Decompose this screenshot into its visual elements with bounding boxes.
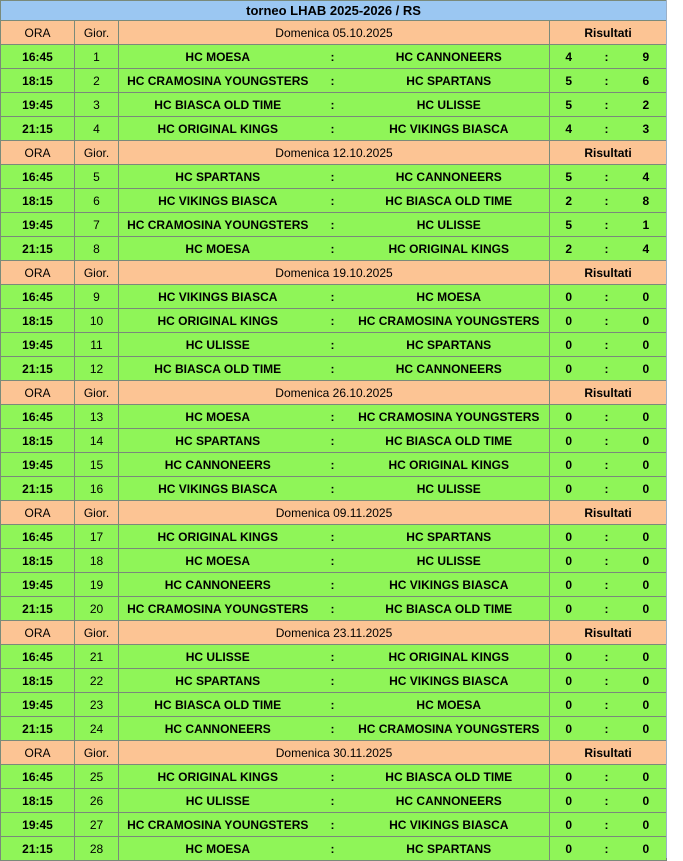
vs-separator: : <box>317 573 349 597</box>
away-score: 0 <box>626 837 667 861</box>
time-header: ORA <box>1 741 75 765</box>
home-score: 0 <box>550 597 588 621</box>
game-time: 21:15 <box>1 597 75 621</box>
time-header: ORA <box>1 501 75 525</box>
score-separator: : <box>588 597 626 621</box>
vs-separator: : <box>317 117 349 141</box>
away-score: 0 <box>626 405 667 429</box>
home-score: 0 <box>550 789 588 813</box>
home-score: 0 <box>550 549 588 573</box>
game-round: 15 <box>75 453 119 477</box>
away-score: 6 <box>626 69 667 93</box>
score-separator: : <box>588 669 626 693</box>
game-round: 28 <box>75 837 119 861</box>
game-time: 18:15 <box>1 789 75 813</box>
day-header-row <box>1 741 667 765</box>
vs-separator: : <box>317 165 349 189</box>
game-time: 16:45 <box>1 405 75 429</box>
vs-separator: : <box>317 69 349 93</box>
round-header: Gior. <box>75 21 119 45</box>
game-time: 19:45 <box>1 333 75 357</box>
game-round: 8 <box>75 237 119 261</box>
away-team: HC MOESA <box>349 285 550 309</box>
away-team: HC CANNONEERS <box>349 789 550 813</box>
home-score: 0 <box>550 525 588 549</box>
home-score: 0 <box>550 429 588 453</box>
away-score: 4 <box>626 165 667 189</box>
game-row <box>1 405 667 429</box>
home-team: HC VIKINGS BIASCA <box>119 285 317 309</box>
home-team: HC MOESA <box>119 237 317 261</box>
away-team: HC CANNONEERS <box>349 357 550 381</box>
score-separator: : <box>588 69 626 93</box>
game-round: 24 <box>75 717 119 741</box>
game-time: 18:15 <box>1 309 75 333</box>
vs-separator: : <box>317 189 349 213</box>
home-score: 0 <box>550 765 588 789</box>
home-score: 0 <box>550 405 588 429</box>
away-score: 0 <box>626 525 667 549</box>
home-score: 5 <box>550 69 588 93</box>
game-time: 19:45 <box>1 573 75 597</box>
score-separator: : <box>588 237 626 261</box>
home-team: HC MOESA <box>119 549 317 573</box>
home-score: 2 <box>550 189 588 213</box>
game-time: 19:45 <box>1 213 75 237</box>
game-round: 25 <box>75 765 119 789</box>
home-team: HC ORIGINAL KINGS <box>119 117 317 141</box>
game-time: 18:15 <box>1 189 75 213</box>
away-score: 0 <box>626 573 667 597</box>
score-separator: : <box>588 693 626 717</box>
home-score: 0 <box>550 837 588 861</box>
vs-separator: : <box>317 597 349 621</box>
home-score: 5 <box>550 213 588 237</box>
game-time: 18:15 <box>1 69 75 93</box>
away-score: 0 <box>626 813 667 837</box>
home-team: HC CANNONEERS <box>119 717 317 741</box>
game-row <box>1 597 667 621</box>
game-row <box>1 69 667 93</box>
game-row <box>1 93 667 117</box>
home-score: 5 <box>550 165 588 189</box>
day-header-row <box>1 621 667 645</box>
game-row <box>1 789 667 813</box>
away-team: HC SPARTANS <box>349 837 550 861</box>
home-team: HC CRAMOSINA YOUNGSTERS <box>119 813 317 837</box>
home-team: HC VIKINGS BIASCA <box>119 189 317 213</box>
home-team: HC ULISSE <box>119 789 317 813</box>
game-row <box>1 645 667 669</box>
score-separator: : <box>588 573 626 597</box>
day-date: Domenica 05.10.2025 <box>119 21 550 45</box>
score-separator: : <box>588 813 626 837</box>
away-team: HC MOESA <box>349 693 550 717</box>
game-time: 21:15 <box>1 837 75 861</box>
game-row <box>1 477 667 501</box>
home-team: HC ORIGINAL KINGS <box>119 309 317 333</box>
away-team: HC CRAMOSINA YOUNGSTERS <box>349 717 550 741</box>
game-time: 19:45 <box>1 453 75 477</box>
game-row <box>1 765 667 789</box>
vs-separator: : <box>317 453 349 477</box>
game-time: 16:45 <box>1 645 75 669</box>
vs-separator: : <box>317 813 349 837</box>
game-row <box>1 357 667 381</box>
round-header: Gior. <box>75 261 119 285</box>
game-round: 5 <box>75 165 119 189</box>
game-time: 21:15 <box>1 117 75 141</box>
away-team: HC CRAMOSINA YOUNGSTERS <box>349 405 550 429</box>
results-header: Risultati <box>550 501 667 525</box>
game-row <box>1 213 667 237</box>
away-team: HC BIASCA OLD TIME <box>349 429 550 453</box>
away-score: 0 <box>626 333 667 357</box>
home-score: 0 <box>550 813 588 837</box>
vs-separator: : <box>317 429 349 453</box>
away-team: HC CANNONEERS <box>349 165 550 189</box>
schedule-body <box>1 1 667 861</box>
time-header: ORA <box>1 381 75 405</box>
home-score: 5 <box>550 93 588 117</box>
home-team: HC ULISSE <box>119 333 317 357</box>
game-round: 1 <box>75 45 119 69</box>
home-score: 0 <box>550 477 588 501</box>
game-time: 18:15 <box>1 429 75 453</box>
day-date: Domenica 30.11.2025 <box>119 741 550 765</box>
away-score: 0 <box>626 429 667 453</box>
results-header: Risultati <box>550 261 667 285</box>
home-team: HC BIASCA OLD TIME <box>119 357 317 381</box>
game-time: 16:45 <box>1 285 75 309</box>
home-team: HC BIASCA OLD TIME <box>119 693 317 717</box>
game-time: 21:15 <box>1 357 75 381</box>
score-separator: : <box>588 525 626 549</box>
vs-separator: : <box>317 333 349 357</box>
game-time: 19:45 <box>1 693 75 717</box>
home-team: HC ULISSE <box>119 645 317 669</box>
day-date: Domenica 12.10.2025 <box>119 141 550 165</box>
game-round: 6 <box>75 189 119 213</box>
score-separator: : <box>588 285 626 309</box>
away-team: HC ORIGINAL KINGS <box>349 237 550 261</box>
away-team: HC ULISSE <box>349 549 550 573</box>
home-score: 0 <box>550 573 588 597</box>
game-row <box>1 117 667 141</box>
score-separator: : <box>588 837 626 861</box>
away-score: 0 <box>626 669 667 693</box>
day-date: Domenica 23.11.2025 <box>119 621 550 645</box>
game-round: 27 <box>75 813 119 837</box>
away-score: 0 <box>626 693 667 717</box>
vs-separator: : <box>317 405 349 429</box>
home-team: HC SPARTANS <box>119 669 317 693</box>
game-row <box>1 453 667 477</box>
away-team: HC BIASCA OLD TIME <box>349 189 550 213</box>
home-team: HC ORIGINAL KINGS <box>119 525 317 549</box>
game-row <box>1 189 667 213</box>
away-team: HC BIASCA OLD TIME <box>349 765 550 789</box>
home-score: 0 <box>550 669 588 693</box>
score-separator: : <box>588 189 626 213</box>
day-header-row <box>1 501 667 525</box>
day-date: Domenica 26.10.2025 <box>119 381 550 405</box>
home-team: HC MOESA <box>119 45 317 69</box>
game-round: 20 <box>75 597 119 621</box>
game-round: 10 <box>75 309 119 333</box>
home-score: 0 <box>550 453 588 477</box>
away-team: HC VIKINGS BIASCA <box>349 669 550 693</box>
time-header: ORA <box>1 261 75 285</box>
home-team: HC MOESA <box>119 405 317 429</box>
away-score: 0 <box>626 789 667 813</box>
score-separator: : <box>588 453 626 477</box>
score-separator: : <box>588 405 626 429</box>
round-header: Gior. <box>75 621 119 645</box>
vs-separator: : <box>317 237 349 261</box>
home-team: HC SPARTANS <box>119 429 317 453</box>
game-time: 21:15 <box>1 717 75 741</box>
game-row <box>1 285 667 309</box>
score-separator: : <box>588 765 626 789</box>
away-score: 0 <box>626 645 667 669</box>
game-time: 18:15 <box>1 549 75 573</box>
game-round: 14 <box>75 429 119 453</box>
game-time: 19:45 <box>1 813 75 837</box>
game-row <box>1 237 667 261</box>
away-team: HC BIASCA OLD TIME <box>349 597 550 621</box>
time-header: ORA <box>1 21 75 45</box>
game-row <box>1 333 667 357</box>
vs-separator: : <box>317 837 349 861</box>
away-score: 0 <box>626 765 667 789</box>
round-header: Gior. <box>75 141 119 165</box>
game-row <box>1 693 667 717</box>
score-separator: : <box>588 309 626 333</box>
game-time: 16:45 <box>1 765 75 789</box>
vs-separator: : <box>317 213 349 237</box>
score-separator: : <box>588 549 626 573</box>
away-score: 0 <box>626 285 667 309</box>
home-team: HC CANNONEERS <box>119 453 317 477</box>
game-time: 21:15 <box>1 237 75 261</box>
away-score: 8 <box>626 189 667 213</box>
score-separator: : <box>588 357 626 381</box>
away-score: 0 <box>626 549 667 573</box>
score-separator: : <box>588 789 626 813</box>
away-score: 9 <box>626 45 667 69</box>
game-row <box>1 45 667 69</box>
away-team: HC SPARTANS <box>349 333 550 357</box>
game-row <box>1 813 667 837</box>
home-score: 0 <box>550 693 588 717</box>
score-separator: : <box>588 213 626 237</box>
away-team: HC SPARTANS <box>349 525 550 549</box>
home-score: 4 <box>550 45 588 69</box>
game-round: 22 <box>75 669 119 693</box>
results-header: Risultati <box>550 141 667 165</box>
away-team: HC ULISSE <box>349 93 550 117</box>
home-team: HC MOESA <box>119 837 317 861</box>
day-header-row <box>1 261 667 285</box>
vs-separator: : <box>317 549 349 573</box>
game-time: 16:45 <box>1 45 75 69</box>
away-team: HC ULISSE <box>349 477 550 501</box>
away-score: 1 <box>626 213 667 237</box>
away-score: 2 <box>626 93 667 117</box>
title-row <box>1 1 667 21</box>
results-header: Risultati <box>550 741 667 765</box>
away-team: HC CRAMOSINA YOUNGSTERS <box>349 309 550 333</box>
results-header: Risultati <box>550 621 667 645</box>
game-round: 21 <box>75 645 119 669</box>
away-score: 0 <box>626 717 667 741</box>
game-row <box>1 717 667 741</box>
game-time: 16:45 <box>1 165 75 189</box>
vs-separator: : <box>317 645 349 669</box>
results-header: Risultati <box>550 21 667 45</box>
home-score: 0 <box>550 717 588 741</box>
away-score: 0 <box>626 477 667 501</box>
game-round: 4 <box>75 117 119 141</box>
home-team: HC BIASCA OLD TIME <box>119 93 317 117</box>
vs-separator: : <box>317 309 349 333</box>
game-round: 9 <box>75 285 119 309</box>
results-header: Risultati <box>550 381 667 405</box>
game-round: 3 <box>75 93 119 117</box>
vs-separator: : <box>317 93 349 117</box>
time-header: ORA <box>1 141 75 165</box>
away-score: 0 <box>626 309 667 333</box>
game-time: 18:15 <box>1 669 75 693</box>
vs-separator: : <box>317 717 349 741</box>
game-time: 16:45 <box>1 525 75 549</box>
away-score: 0 <box>626 357 667 381</box>
sheet-title: torneo LHAB 2025-2026 / RS <box>1 1 667 21</box>
game-row <box>1 429 667 453</box>
game-round: 19 <box>75 573 119 597</box>
home-team: HC ORIGINAL KINGS <box>119 765 317 789</box>
game-round: 7 <box>75 213 119 237</box>
away-score: 0 <box>626 453 667 477</box>
game-row <box>1 525 667 549</box>
game-round: 26 <box>75 789 119 813</box>
home-score: 0 <box>550 333 588 357</box>
away-score: 0 <box>626 597 667 621</box>
score-separator: : <box>588 429 626 453</box>
away-team: HC VIKINGS BIASCA <box>349 117 550 141</box>
home-score: 0 <box>550 309 588 333</box>
vs-separator: : <box>317 525 349 549</box>
vs-separator: : <box>317 789 349 813</box>
game-round: 23 <box>75 693 119 717</box>
vs-separator: : <box>317 669 349 693</box>
sheet-right-edge <box>666 0 683 858</box>
home-score: 4 <box>550 117 588 141</box>
away-team: HC VIKINGS BIASCA <box>349 813 550 837</box>
home-team: HC CRAMOSINA YOUNGSTERS <box>119 69 317 93</box>
vs-separator: : <box>317 285 349 309</box>
home-team: HC CANNONEERS <box>119 573 317 597</box>
vs-separator: : <box>317 693 349 717</box>
score-separator: : <box>588 645 626 669</box>
day-header-row <box>1 141 667 165</box>
game-round: 18 <box>75 549 119 573</box>
round-header: Gior. <box>75 381 119 405</box>
game-row <box>1 573 667 597</box>
game-row <box>1 309 667 333</box>
score-separator: : <box>588 117 626 141</box>
score-separator: : <box>588 477 626 501</box>
vs-separator: : <box>317 765 349 789</box>
score-separator: : <box>588 333 626 357</box>
game-row <box>1 669 667 693</box>
game-row <box>1 837 667 861</box>
home-team: HC SPARTANS <box>119 165 317 189</box>
score-separator: : <box>588 165 626 189</box>
away-team: HC ULISSE <box>349 213 550 237</box>
game-row <box>1 549 667 573</box>
home-score: 0 <box>550 645 588 669</box>
home-score: 2 <box>550 237 588 261</box>
away-team: HC VIKINGS BIASCA <box>349 573 550 597</box>
vs-separator: : <box>317 45 349 69</box>
score-separator: : <box>588 717 626 741</box>
round-header: Gior. <box>75 501 119 525</box>
game-row <box>1 165 667 189</box>
home-team: HC CRAMOSINA YOUNGSTERS <box>119 213 317 237</box>
away-score: 4 <box>626 237 667 261</box>
time-header: ORA <box>1 621 75 645</box>
day-date: Domenica 19.10.2025 <box>119 261 550 285</box>
away-score: 3 <box>626 117 667 141</box>
away-team: HC CANNONEERS <box>349 45 550 69</box>
vs-separator: : <box>317 357 349 381</box>
score-separator: : <box>588 93 626 117</box>
game-time: 21:15 <box>1 477 75 501</box>
away-team: HC ORIGINAL KINGS <box>349 453 550 477</box>
home-team: HC CRAMOSINA YOUNGSTERS <box>119 597 317 621</box>
game-round: 11 <box>75 333 119 357</box>
score-separator: : <box>588 45 626 69</box>
away-team: HC SPARTANS <box>349 69 550 93</box>
game-round: 17 <box>75 525 119 549</box>
game-round: 12 <box>75 357 119 381</box>
game-round: 2 <box>75 69 119 93</box>
home-score: 0 <box>550 285 588 309</box>
game-time: 19:45 <box>1 93 75 117</box>
day-date: Domenica 09.11.2025 <box>119 501 550 525</box>
round-header: Gior. <box>75 741 119 765</box>
away-team: HC ORIGINAL KINGS <box>349 645 550 669</box>
day-header-row <box>1 381 667 405</box>
game-round: 16 <box>75 477 119 501</box>
vs-separator: : <box>317 477 349 501</box>
home-team: HC VIKINGS BIASCA <box>119 477 317 501</box>
game-round: 13 <box>75 405 119 429</box>
day-header-row <box>1 21 667 45</box>
home-score: 0 <box>550 357 588 381</box>
